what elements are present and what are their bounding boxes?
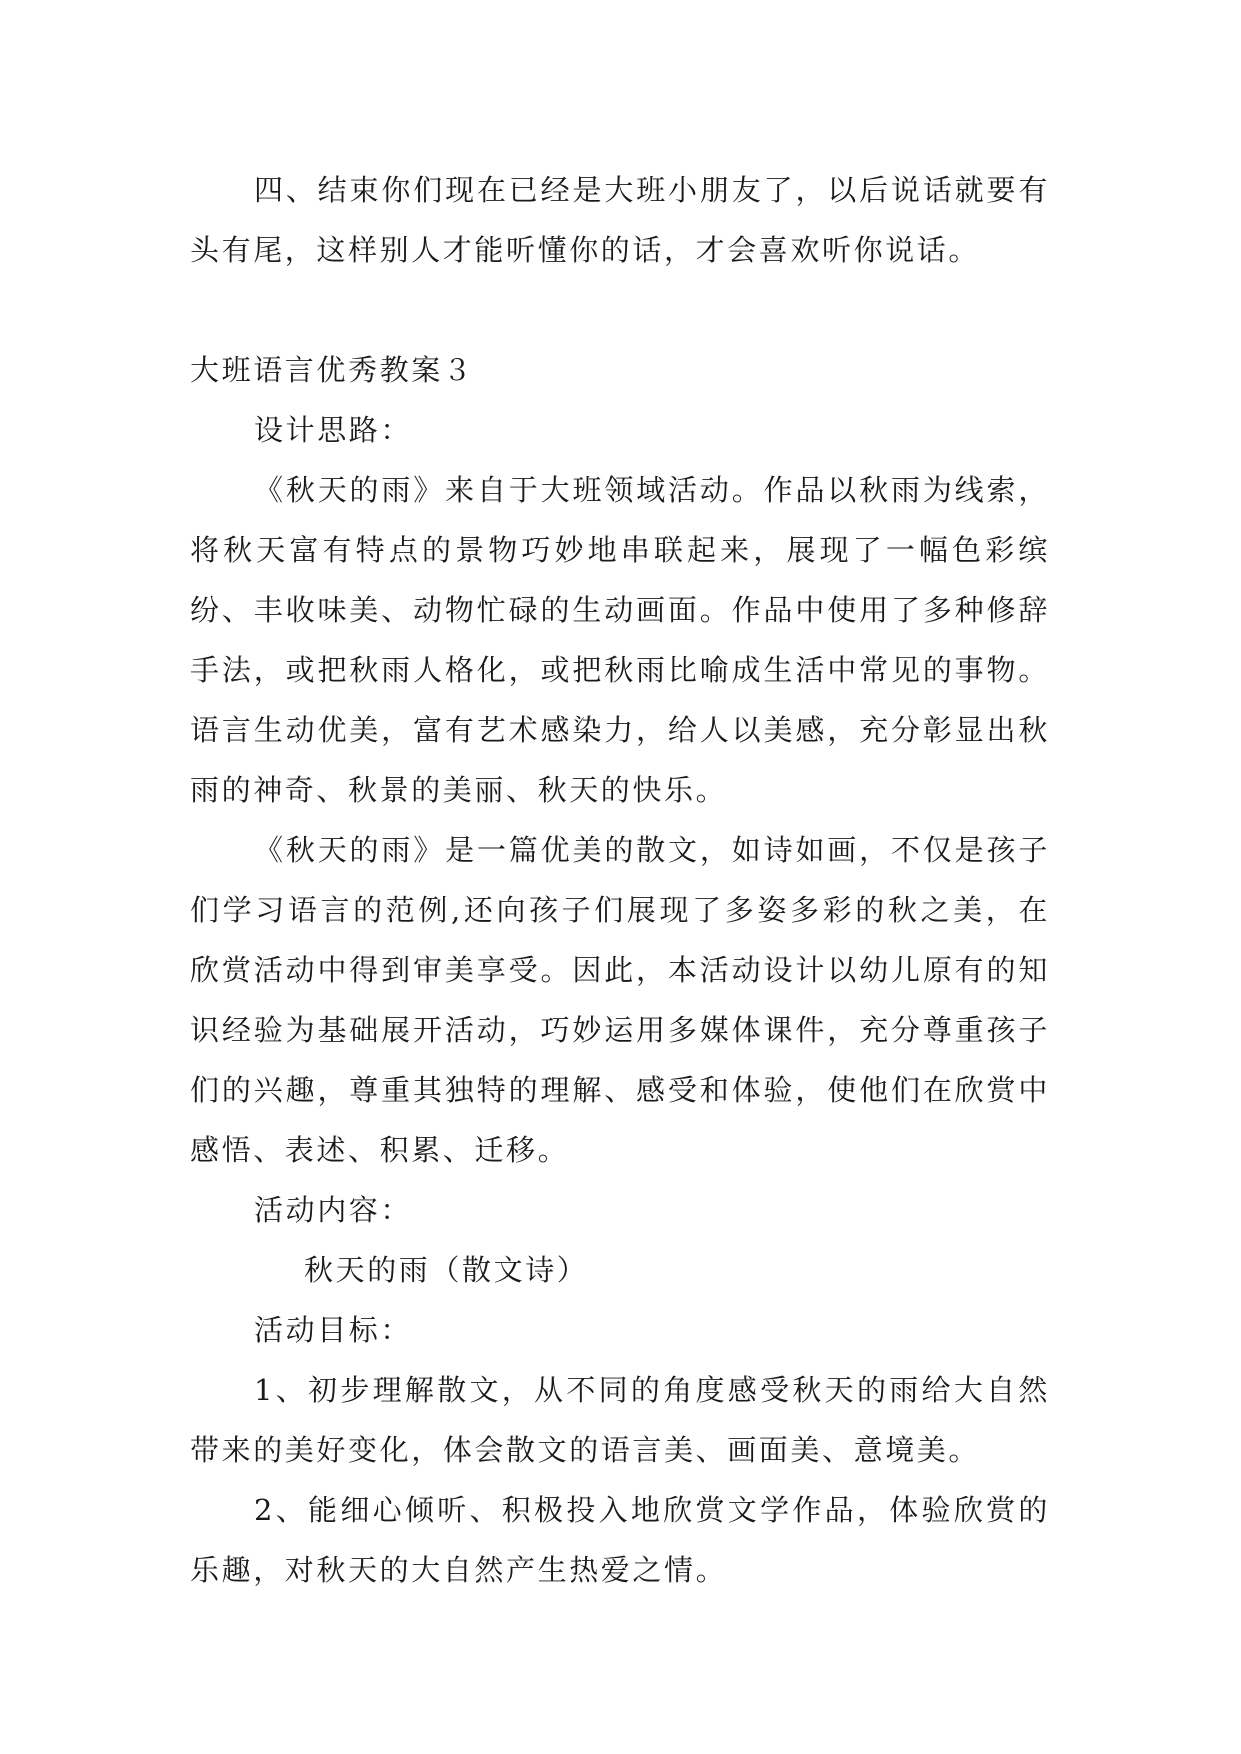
goal-item-2: 2、能细心倾听、积极投入地欣赏文学作品，体验欣赏的乐趣，对秋天的大自然产生热爱之情。 xyxy=(190,1493,1050,1587)
section-title: 大班语言优秀教案３ xyxy=(190,353,475,387)
document-body xyxy=(190,160,1050,1600)
goals-label: 活动目标： xyxy=(254,1313,413,1347)
content-value: 秋天的雨（散文诗） xyxy=(304,1253,589,1287)
goal-item-1: 1、初步理解散文，从不同的角度感受秋天的雨给大自然带来的美好变化，体会散文的语言美、画面美、意境美。 xyxy=(190,1373,1050,1467)
content-label: 活动内容： xyxy=(254,1193,413,1227)
design-paragraph-1: 《秋天的雨》来自于大班领域活动。作品以秋雨为线索，将秋天富有特点的景物巧妙地串联起来，展现了一幅色彩缤纷、丰收味美、动物忙碌的生动画面。作品中使用了多种修辞手法，或把秋雨人格化，或把秋雨比喻成生活中常见的事物。语言生动优美，富有艺术感染力，给人以美感，充分彰显出秋雨的神奇、秋景的美丽、秋天的快乐。 xyxy=(190,473,1050,807)
conclusion-paragraph: 四、结束你们现在已经是大班小朋友了，以后说话就要有头有尾，这样别人才能听懂你的话，才会喜欢听你说话。 xyxy=(190,173,1050,267)
design-label: 设计思路： xyxy=(254,413,413,447)
design-paragraph-2: 《秋天的雨》是一篇优美的散文，如诗如画，不仅是孩子们学习语言的范例,还向孩子们展现了多姿多彩的秋之美，在欣赏活动中得到审美享受。因此，本活动设计以幼儿原有的知识经验为基础展开活动，巧妙运用多媒体课件，充分尊重孩子们的兴趣，尊重其独特的理解、感受和体验，使他们在欣赏中感悟、表述、积累、迁移。 xyxy=(190,833,1050,1167)
